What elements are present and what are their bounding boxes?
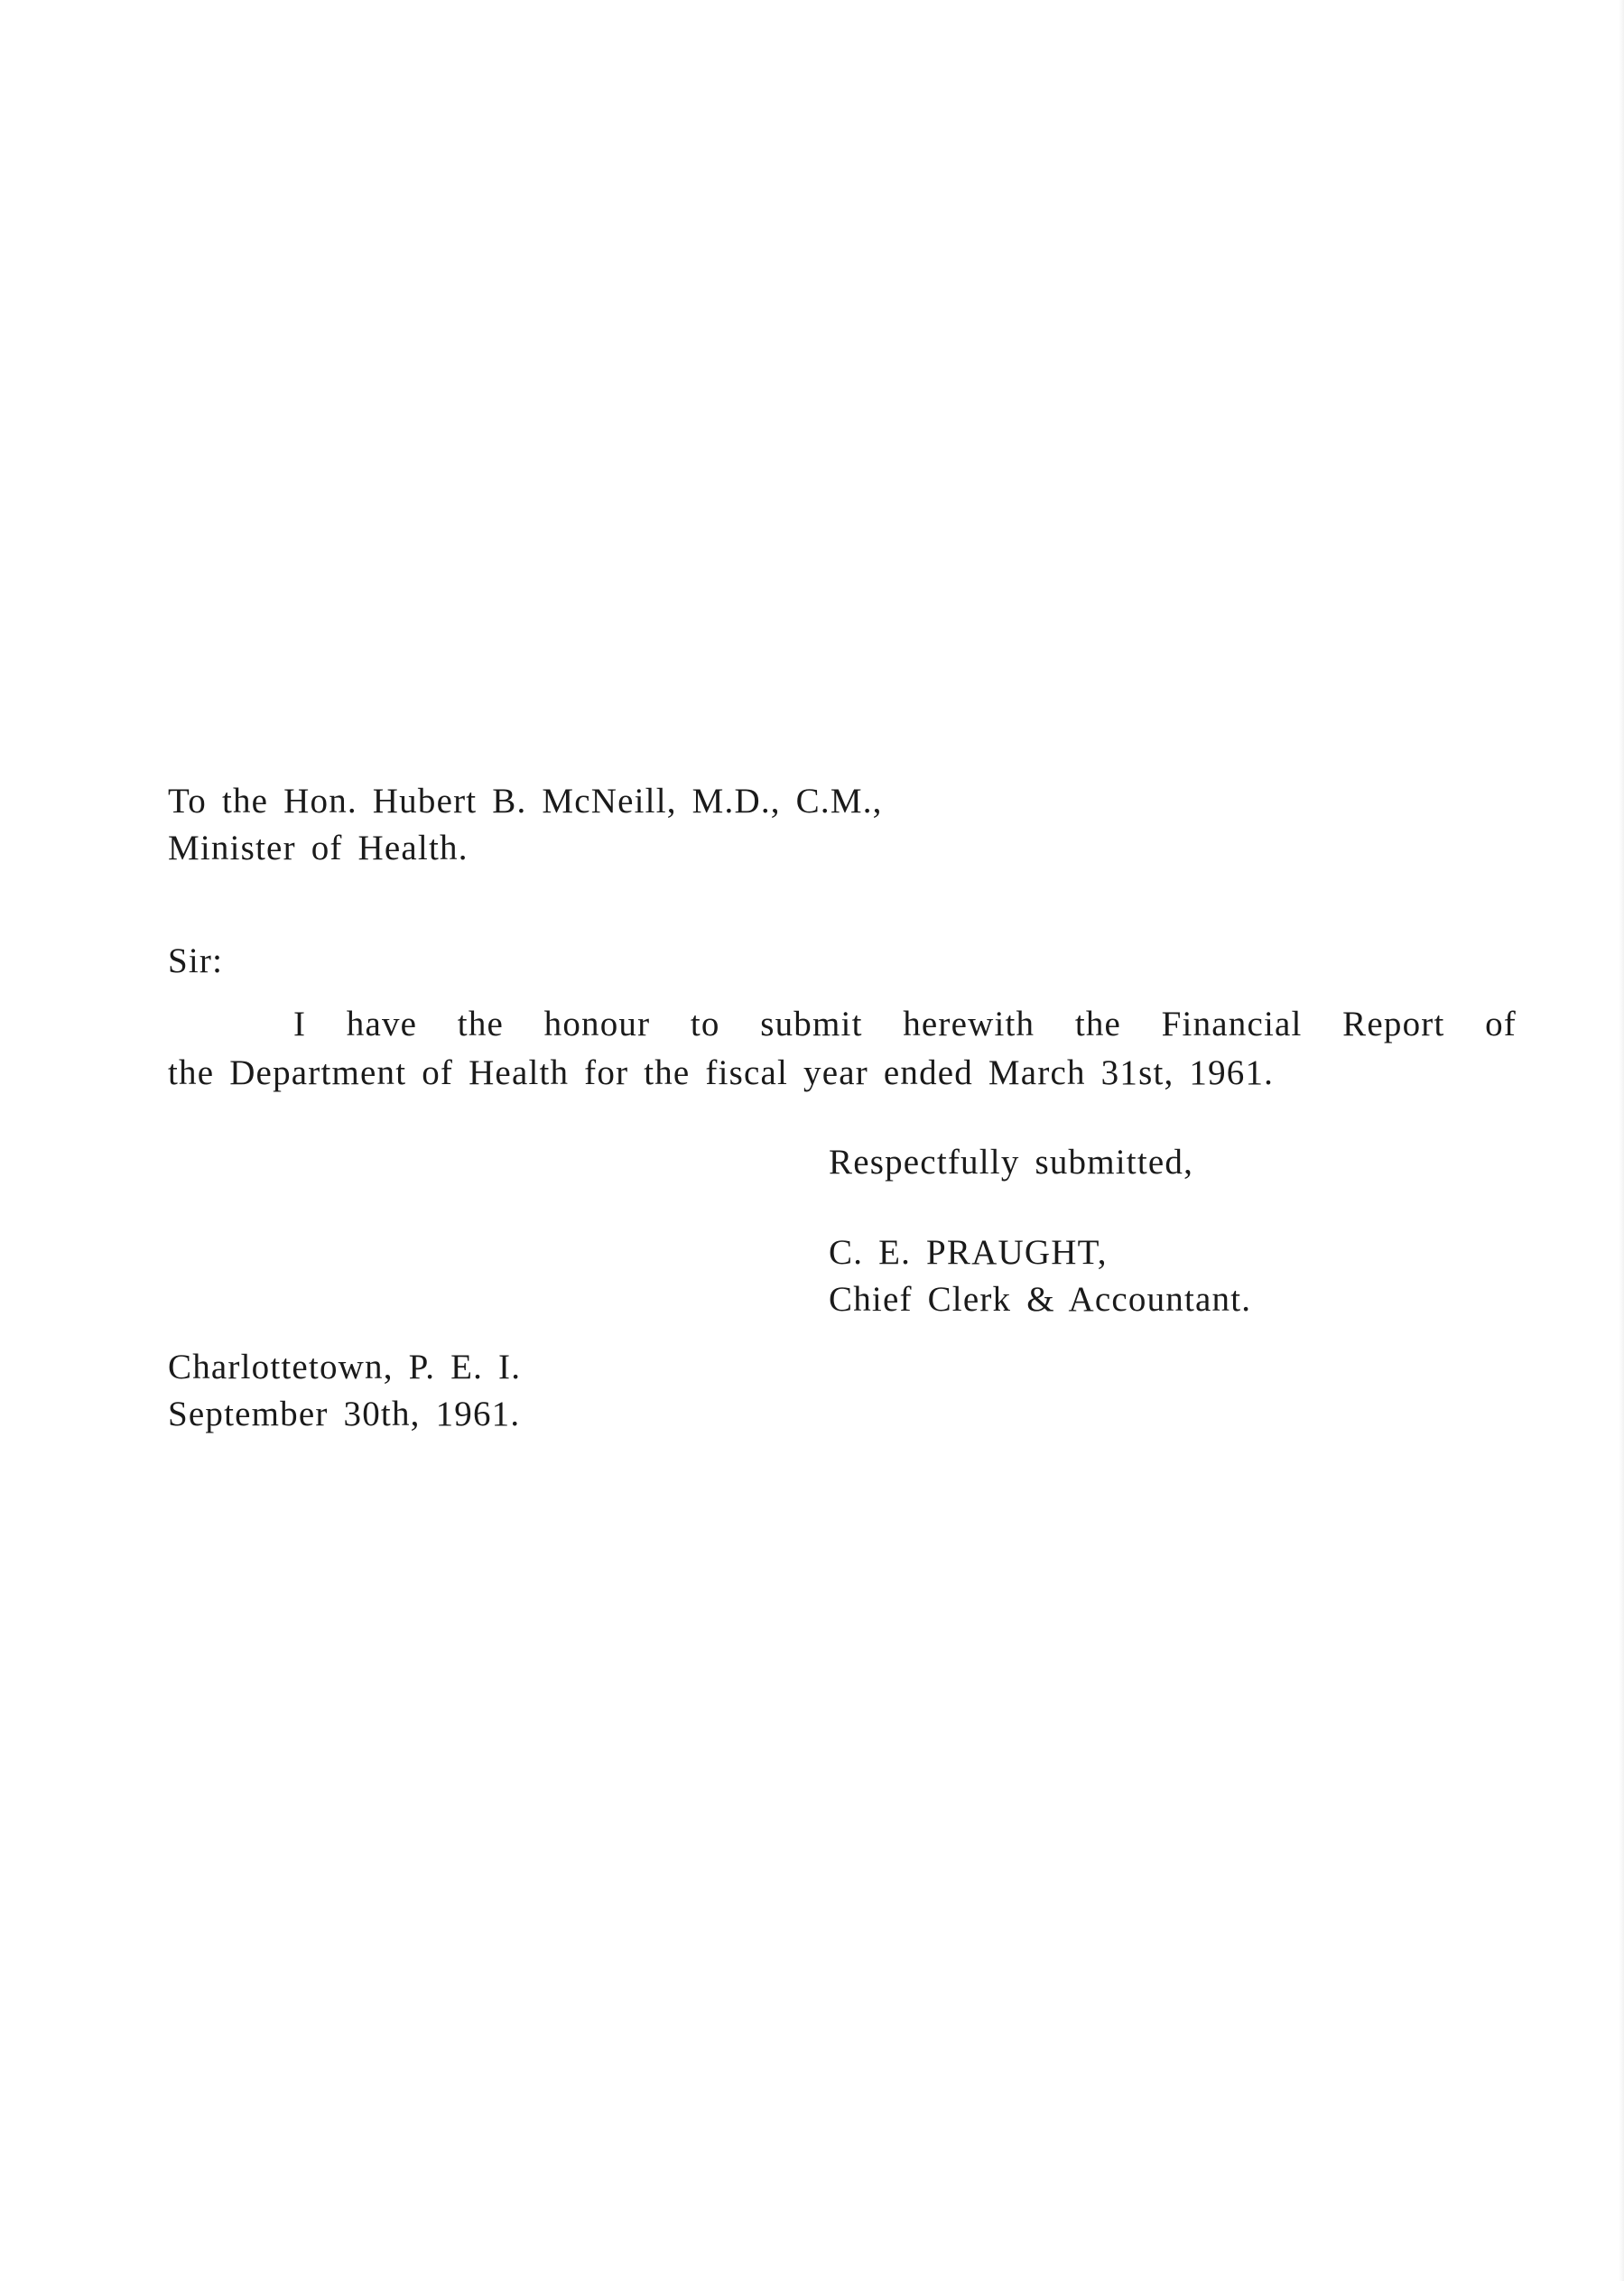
place-line: Charlottetown, P. E. I. [168, 1348, 522, 1386]
closing: Respectfully submitted, [829, 1143, 1194, 1182]
salutation: Sir: [168, 941, 224, 980]
addressee-line: To the Hon. Hubert B. McNeill, M.D., C.M., [168, 782, 883, 821]
page-edge [1619, 0, 1624, 2281]
addressee-line: Minister of Health. [168, 829, 469, 867]
signatory-name: C. E. PRAUGHT, [829, 1233, 1108, 1272]
body-text-line: the Department of Health for the fiscal year ended March 31st, 1961. [168, 1053, 1275, 1092]
body-text-line: I have the honour to submit herewith the Financial Report of [293, 1005, 1517, 1043]
date-line: September 30th, 1961. [168, 1395, 521, 1433]
signatory-title: Chief Clerk & Accountant. [829, 1280, 1252, 1319]
